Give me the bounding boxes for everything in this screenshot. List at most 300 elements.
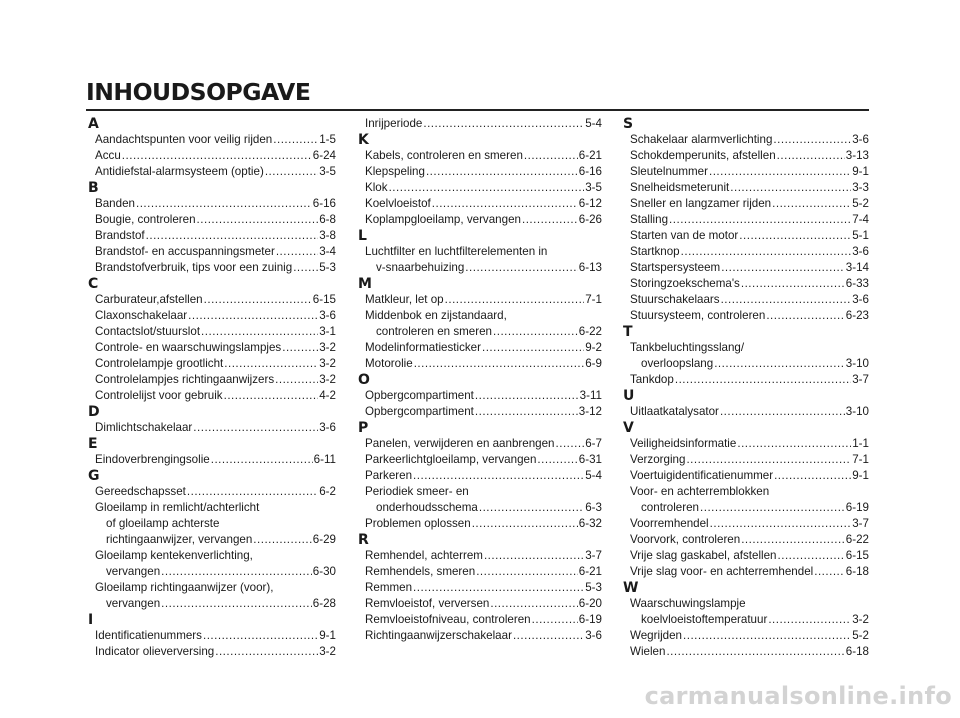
dot-leader [276,244,318,260]
index-entry [356,468,602,484]
entry-text: Identificatienummers [95,629,202,642]
section-letter: B [88,180,99,196]
page-number: 6-22 [578,325,602,338]
index-entry [86,148,336,164]
entry-text: v-snaarbehuizing [376,261,465,274]
section-letter: S [623,116,634,132]
dot-leader [413,580,584,596]
page-number: 5-1 [852,229,869,242]
dot-leader [201,324,318,340]
page-number: 3-2 [319,341,336,354]
index-entry [356,148,602,164]
entry-text: Periodiek smeer- en [365,485,469,498]
section-letter: W [623,580,639,596]
dot-leader [700,500,845,516]
page-number: 6-19 [845,501,869,514]
page-number: 6-18 [845,645,869,658]
entry-text: Motorolie [365,357,413,370]
entry-text: Parkeren [365,469,413,482]
dot-leader [423,116,584,132]
index-entry [86,292,336,308]
entry-text: Stuurschakelaars [630,293,720,306]
index-entry [621,468,869,484]
dot-leader [737,436,851,452]
entry-text: Voorvork, controleren [630,533,741,546]
page-number: 6-13 [578,261,602,274]
entry-text: Koplampgloeilamp, vervangen [365,213,521,226]
entry-text: Wegrijden [630,629,682,642]
section-letter: T [623,324,633,340]
page-number: 5-4 [585,117,602,130]
entry-text: Startknop [630,245,680,258]
entry-text: Matkleur, let op [365,293,444,306]
page-number: 6-3 [585,501,602,514]
dot-leader [720,404,845,420]
index-entry [86,196,336,212]
index-column-1 [86,116,336,660]
dot-leader [774,468,851,484]
page-number: 5-2 [852,629,869,642]
entry-text: Brandstofverbruik, tips voor een zuinig [95,261,293,274]
index-entry [356,180,602,196]
index-column-2 [356,116,602,644]
entry-text: Opbergcompartiment [365,405,474,418]
dot-leader [766,308,844,324]
entry-text: vervangen [106,565,161,578]
section-letter: C [88,276,99,292]
page-number: 3-2 [319,373,336,386]
page-number: 3-2 [852,613,869,626]
section-letter: G [88,468,100,484]
dot-leader [683,628,851,644]
section-letter: U [623,388,635,404]
entry-text: Controlelampjes richtingaanwijzers [95,373,275,386]
entry-text: Bougie, controleren [95,213,196,226]
dot-leader [522,212,578,228]
index-entry [356,212,602,228]
entry-text: Dimlichtschakelaar [95,421,193,434]
page-number: 3-7 [852,373,869,386]
index-entry [86,628,336,644]
entry-text: Opbergcompartiment [365,389,474,402]
index-entry [356,596,602,612]
dot-leader [741,532,845,548]
entry-text: Remhendel, achterrem [365,549,483,562]
dot-leader [513,628,584,644]
index-entry [356,164,602,180]
entry-text: of gloeilamp achterste [106,517,220,530]
page-number: 6-26 [578,213,602,226]
page-number: 6-21 [578,149,602,162]
section-letter: V [623,420,634,436]
entry-text: Koelvloeistof [365,197,431,210]
index-entry [621,532,869,548]
index-entry [356,628,602,644]
page-number: 6-32 [578,517,602,530]
page-number: 6-30 [312,565,336,578]
entry-text: Voertuigidentificatienummer [630,469,774,482]
index-entry [621,196,869,212]
entry-text: controleren en smeren [376,325,492,338]
page-number: 3-11 [579,389,602,402]
dot-leader [197,212,319,228]
page-number: 3-7 [852,517,869,530]
page-number: 6-33 [845,277,869,290]
entry-text: richtingaanwijzer, vervangen [106,533,253,546]
index-column-3 [621,116,869,660]
entry-text: Luchtfilter en luchtfilterelementen in [365,245,548,258]
page-number: 9-1 [852,469,869,482]
entry-text: Aandachtspunten voor veilig rijden [95,133,273,146]
entry-text: Carburateur,afstellen [95,293,203,306]
index-entry [621,564,869,580]
index-entry [621,308,869,324]
index-entry [621,596,869,628]
index-entry [86,580,336,612]
dot-leader [426,164,578,180]
entry-text: Remvloeistof, verversen [365,597,490,610]
entry-text: Wielen [630,645,666,658]
index-entry [86,212,336,228]
dot-leader [161,596,312,612]
entry-text: Modelinformatiesticker [365,341,481,354]
index-entry [356,244,602,276]
dot-leader [224,356,318,372]
page-number: 6-18 [845,565,869,578]
dot-leader [493,324,578,340]
dot-leader [537,452,577,468]
index-entry [621,452,869,468]
index-entry [356,356,602,372]
dot-leader [482,340,584,356]
page-number: 6-12 [578,197,602,210]
index-entry [356,388,602,404]
entry-text: Verzorging [630,453,686,466]
section-letter: K [358,132,369,148]
page-number: 3-6 [852,245,869,258]
dot-leader [714,356,845,372]
dot-leader [275,372,318,388]
index-entry [621,212,869,228]
entry-text: Remhendels, smeren [365,565,476,578]
index-entry [356,612,602,628]
page-number: 4-2 [319,389,336,402]
index-entry [621,228,869,244]
dot-leader [675,372,851,388]
entry-text: overloopslang [641,357,714,370]
entry-text: Snelheidsmeterunit [630,181,730,194]
entry-text: Brandstof [95,229,145,242]
page-number: 5-4 [585,469,602,482]
dot-leader [484,548,584,564]
page-number: 3-6 [852,133,869,146]
page-number: 3-5 [585,181,602,194]
index-entry [86,244,336,260]
dot-leader [669,212,851,228]
index-entry [621,244,869,260]
page-number: 9-2 [585,341,602,354]
index-entry [356,564,602,580]
section-letter: D [88,404,100,420]
index-entry [86,164,336,180]
dot-leader [475,388,579,404]
watermark-text: carmanualsonline.info [644,682,952,710]
entry-text: Claxonschakelaar [95,309,188,322]
page-number: 5-3 [319,261,336,274]
entry-text: Schakelaar alarmverlichting [630,133,773,146]
entry-text: Waarschuwingslampje [630,597,746,610]
page-number: 3-6 [319,421,336,434]
index-entry [621,404,869,420]
dot-leader [532,612,578,628]
page-number: 3-4 [319,245,336,258]
index-entry [86,388,336,404]
entry-text: Problemen oplossen [365,517,471,530]
index-entry [356,516,602,532]
page-number: 3-14 [845,261,869,274]
page-number: 6-15 [312,293,336,306]
entry-text: Brandstof- en accuspanningsmeter [95,245,275,258]
index-entry [621,644,869,660]
section-letter: P [358,420,369,436]
index-entry [356,452,602,468]
page-number: 3-7 [585,549,602,562]
index-entry [621,164,869,180]
page-number: 3-6 [319,309,336,322]
entry-text: Contactslot/stuurslot [95,325,201,338]
entry-text: Sneller en langzamer rijden [630,197,772,210]
entry-text: Eindoverbrengingsolie [95,453,210,466]
dot-leader [721,292,852,308]
page-number: 5-3 [585,581,602,594]
index-entry [621,148,869,164]
page-number: 3-1 [319,325,336,338]
index-entry [621,484,869,516]
page-number: 3-3 [852,181,869,194]
entry-text: Uitlaatkatalysator [630,405,719,418]
entry-text: Stalling [630,213,669,226]
dot-leader [211,452,313,468]
dot-leader [476,564,578,580]
dot-leader [773,132,851,148]
entry-text: Klok [365,181,388,194]
page-number: 6-16 [578,165,602,178]
entry-text: Klepspeling [365,165,425,178]
title-rule [86,109,869,111]
index-entry [356,404,602,420]
page-number: 6-11 [313,453,336,466]
section-letter: L [358,228,367,244]
index-entry [621,260,869,276]
page-number: 6-15 [845,549,869,562]
index-entry [356,484,602,516]
page-number: 6-8 [319,213,336,226]
dot-leader [730,180,851,196]
index-entry [86,324,336,340]
entry-text: Gloeilamp richtingaanwijzer (voor), [95,581,274,594]
index-entry [356,292,602,308]
index-entry [86,644,336,660]
dot-leader [475,404,578,420]
entry-text: controleren [641,501,700,514]
section-letter: A [88,116,99,132]
dot-leader [215,644,318,660]
index-entry [356,308,602,340]
page-number: 6-9 [585,357,602,370]
dot-leader [814,564,845,580]
dot-leader [490,596,577,612]
page-number: 6-7 [585,437,602,450]
page-number: 3-8 [319,229,336,242]
index-entry [621,516,869,532]
page-number: 3-13 [845,149,869,162]
index-entry [86,228,336,244]
page-number: 3-6 [852,293,869,306]
entry-text: Middenbok en zijstandaard, [365,309,507,322]
index-entry [621,132,869,148]
dot-leader [122,148,312,164]
page-number: 6-23 [845,309,869,322]
entry-text: Panelen, verwijderen en aanbrengen [365,437,555,450]
dot-leader [445,292,585,308]
entry-text: koelvloeistoftemperatuur [641,613,768,626]
entry-text: onderhoudsschema [376,501,478,514]
entry-text: Gereedschapsset [95,485,186,498]
dot-leader [413,468,584,484]
entry-text: Veiligheidsinformatie [630,437,737,450]
page-number: 6-16 [312,197,336,210]
dot-leader [187,484,318,500]
entry-text: Voor- en achterremblokken [630,485,770,498]
dot-leader [524,148,578,164]
entry-text: Storingzoekschema's [630,277,740,290]
entry-text: Richtingaanwijzerschakelaar [365,629,512,642]
entry-text: Antidiefstal-alarmsysteem (optie) [95,165,264,178]
index-entry [86,484,336,500]
index-entry [356,580,602,596]
entry-text: Kabels, controleren en smeren [365,149,523,162]
dot-leader [556,436,585,452]
dot-leader [721,260,845,276]
dot-leader [479,500,584,516]
entry-text: Gloeilamp kentekenverlichting, [95,549,253,562]
page-number: 6-31 [578,453,602,466]
dot-leader [273,132,318,148]
page-number: 6-24 [312,149,336,162]
entry-text: Starten van de motor [630,229,739,242]
index-entry [356,116,602,132]
index-entry [356,548,602,564]
section-letter: I [88,612,94,628]
dot-leader [768,612,851,628]
page-title: INHOUDSOPGAVE [86,78,311,106]
dot-leader [778,548,845,564]
page-number: 6-22 [845,533,869,546]
dot-leader [293,260,318,276]
dot-leader [666,644,844,660]
index-entry [621,436,869,452]
index-entry [86,452,336,468]
index-entry [86,500,336,548]
entry-text: Remvloeistofniveau, controleren [365,613,531,626]
dot-leader [253,532,311,548]
page-number: 3-6 [585,629,602,642]
page-number: 6-2 [319,485,336,498]
index-entry [621,372,869,388]
page-number: 6-19 [578,613,602,626]
entry-text: Parkeerlichtgloeilamp, vervangen [365,453,537,466]
index-entry [356,436,602,452]
page-number: 7-1 [585,293,602,306]
entry-text: Vrije slag gaskabel, afstellen [630,549,777,562]
index-entry [86,260,336,276]
dot-leader [472,516,578,532]
page-number: 3-5 [319,165,336,178]
index-entry [621,292,869,308]
dot-leader [465,260,577,276]
entry-text: Schokdemperunits, afstellen [630,149,776,162]
index-entry [86,132,336,148]
dot-leader [265,164,318,180]
page-number: 6-29 [312,533,336,546]
index-entry [621,548,869,564]
page-number: 5-2 [852,197,869,210]
entry-text: Voorremhendel [630,517,709,530]
dot-leader [739,228,851,244]
dot-leader [681,244,852,260]
page-number: 3-10 [845,405,869,418]
page-number: 6-28 [312,597,336,610]
dot-leader [204,292,312,308]
entry-text: Gloeilamp in remlicht/achterlicht [95,501,260,514]
dot-leader [193,420,318,436]
dot-leader [777,148,845,164]
page-number: 7-1 [852,453,869,466]
entry-text: Indicator olieverversing [95,645,215,658]
entry-text: Banden [95,197,135,210]
index-entry [86,372,336,388]
dot-leader [686,452,851,468]
entry-text: Controlelampje grootlicht [95,357,224,370]
page-number: 3-2 [319,645,336,658]
dot-leader [741,276,845,292]
dot-leader [772,196,851,212]
index-entry [356,196,602,212]
entry-text: Vrije slag voor- en achterremhendel [630,565,814,578]
index-entry [86,340,336,356]
entry-text: Tankdop [630,373,674,386]
dot-leader [389,180,585,196]
page-number: 3-10 [845,357,869,370]
section-letter: M [358,276,372,292]
page-number: 1-1 [852,437,869,450]
dot-leader [224,388,319,404]
dot-leader [709,164,851,180]
dot-leader [146,228,319,244]
dot-leader [161,564,312,580]
dot-leader [710,516,852,532]
entry-text: vervangen [106,597,161,610]
entry-text: Inrijperiode [365,117,423,130]
index-entry [86,420,336,436]
index-entry [86,308,336,324]
section-letter: O [358,372,370,388]
index-entry [86,548,336,580]
page-number: 3-12 [578,405,602,418]
entry-text: Remmen [365,581,413,594]
entry-text: Accu [95,149,121,162]
entry-text: Stuursysteem, controleren [630,309,766,322]
